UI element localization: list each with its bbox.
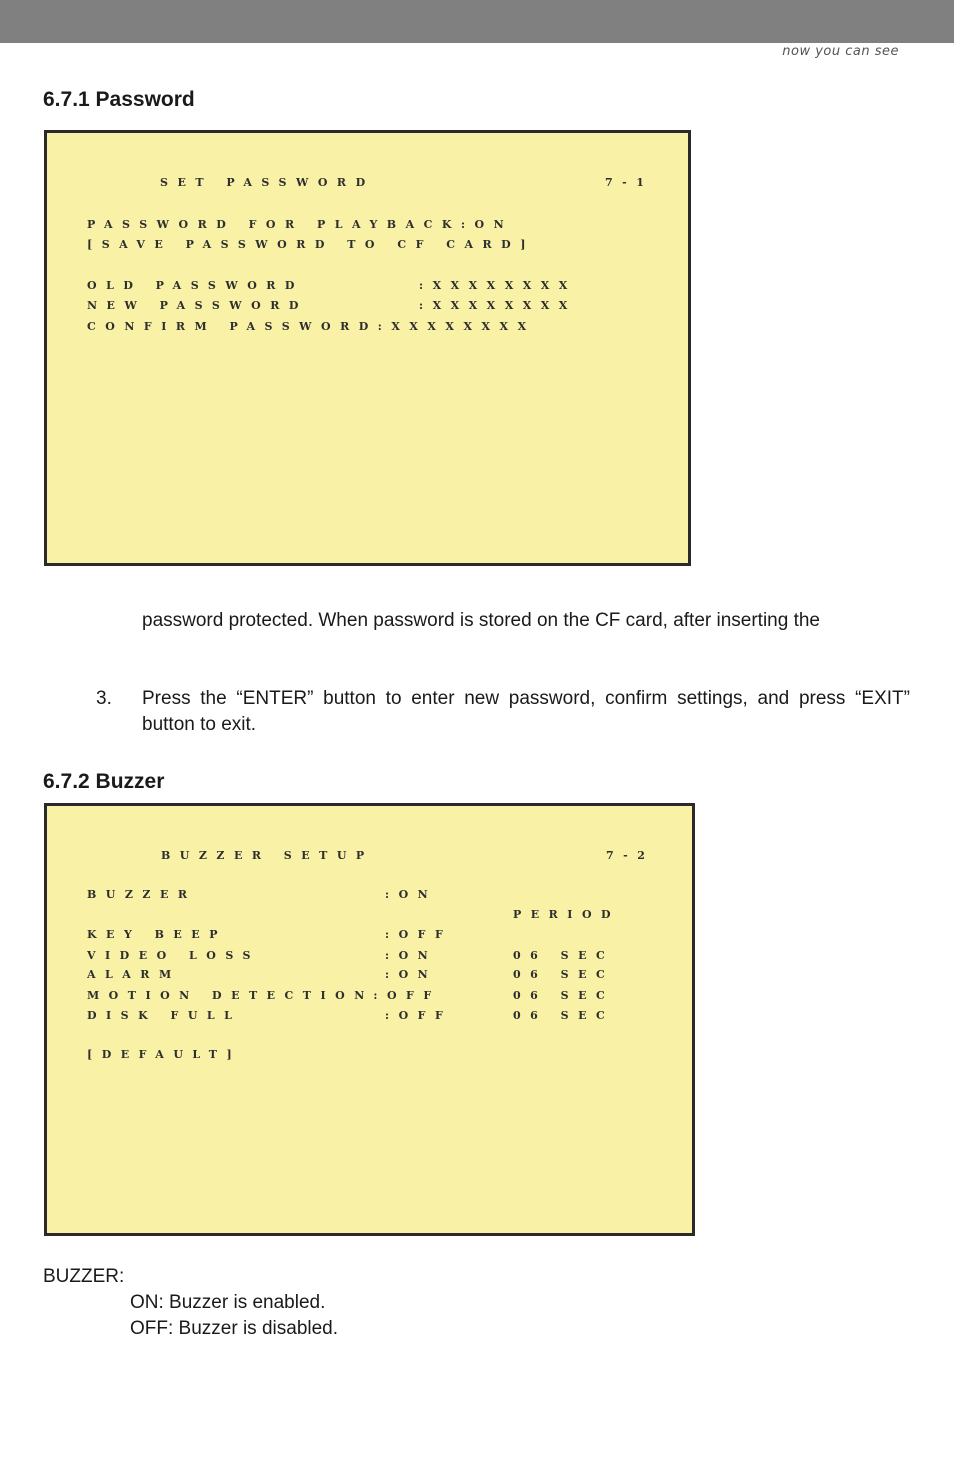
password-paragraph-fragment: password protected. When password is stored on the CF card, after inserting the [142, 610, 820, 631]
buzzer-desc-on: ON: Buzzer is enabled. [130, 1292, 326, 1313]
playback-value: ON [474, 218, 514, 231]
section-title-buzzer: 6.7.2 Buzzer [43, 770, 165, 793]
alarm-label: ALARM [87, 968, 181, 981]
key-beep-label: KEY BEEP [87, 928, 227, 941]
osd-title: BUZZER SETUP [161, 849, 374, 862]
new-password-label: NEW PASSWORD [87, 299, 308, 312]
confirm-password-label: CONFIRM PASSWORD [87, 320, 378, 333]
header-bar [0, 0, 954, 43]
confirm-password-value: XXXXXXXX [391, 320, 536, 333]
set-password-screen [44, 130, 691, 566]
video-loss-period[interactable]: 06 SEC [513, 949, 615, 962]
key-beep-value[interactable]: :OFF [385, 928, 453, 941]
step-3-text: Press the “ENTER” button to enter new password, confirm settings, and press “EXIT” button to exit. [142, 688, 910, 735]
alarm-value[interactable]: :ON [385, 968, 438, 981]
buzzer-setup-screen [44, 803, 695, 1236]
save-password-to-cf-button[interactable]: [SAVE PASSWORD TO CF CARD] [87, 238, 535, 251]
alarm-period[interactable]: 06 SEC [513, 968, 615, 981]
motion-detection-row[interactable]: MOTION DETECTION:OFF [87, 989, 441, 1002]
video-loss-label: VIDEO LOSS [87, 949, 260, 962]
old-password-label: OLD PASSWORD [87, 279, 304, 292]
buzzer-value[interactable]: :ON [385, 888, 438, 901]
disk-full-label: DISK FULL [87, 1009, 242, 1022]
buzzer-desc-off: OFF: Buzzer is disabled. [130, 1318, 339, 1339]
disk-full-period[interactable]: 06 SEC [513, 1009, 615, 1022]
section-title-password: 6.7.1 Password [43, 88, 195, 111]
osd-page-code: 7-2 [606, 849, 655, 862]
default-button[interactable]: [DEFAULT] [87, 1048, 242, 1061]
disk-full-value[interactable]: :OFF [385, 1009, 453, 1022]
osd-page-code: 7-1 [605, 176, 654, 189]
video-loss-value[interactable]: :ON [385, 949, 438, 962]
old-password-field[interactable]: :XXXXXXXX [419, 279, 577, 292]
period-header: PERIOD [513, 908, 621, 921]
playback-label: PASSWORD FOR PLAYBACK [87, 218, 461, 231]
password-for-playback-row[interactable]: PASSWORD FOR PLAYBACK:ON [87, 218, 514, 231]
motion-detection-value: OFF [386, 989, 441, 1002]
buzzer-desc-heading: BUZZER: [43, 1266, 125, 1287]
step-3-number: 3. [96, 688, 112, 709]
osd-title: SET PASSWORD [160, 176, 375, 189]
motion-detection-period[interactable]: 06 SEC [513, 989, 615, 1002]
new-password-field[interactable]: :XXXXXXXX [419, 299, 577, 312]
brand-tagline: now you can see [782, 44, 899, 59]
buzzer-label: BUZZER [87, 888, 197, 901]
confirm-password-row[interactable]: CONFIRM PASSWORD:XXXXXXXX [87, 320, 536, 333]
motion-detection-label: MOTION DETECTION [87, 989, 374, 1002]
